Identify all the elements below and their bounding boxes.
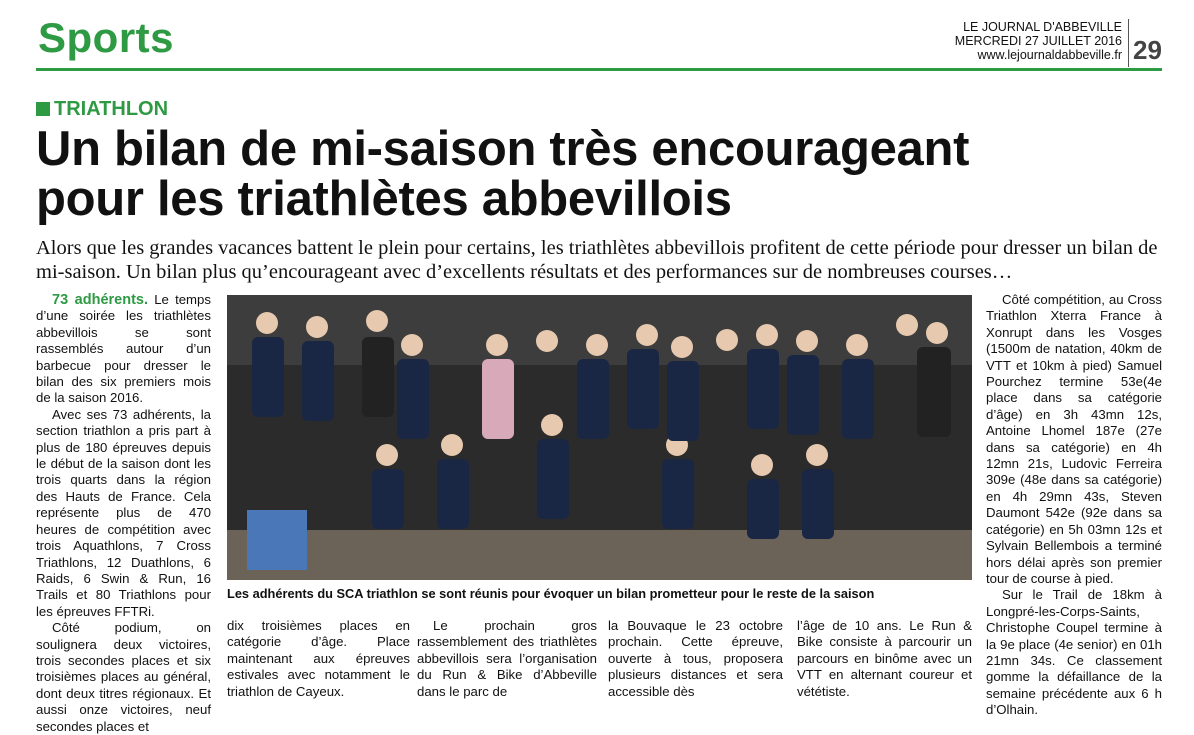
paragraph: Avec ses 73 adhérents, la section triathlon a pris part à plus de 180 épreuves depuis le début de la saison dont les trois quarts dans la région des Hauts de France. Cela représente plus de 470 heures de compétition avec trois Aquathlons, 7 Cross Triathlons, 12 Duathlons, 6 Raids, 6 Swin & Run, 16 Trails et 80 Triathlons pour les épreuves FFTRi. [36, 406, 211, 619]
article-headline [36, 124, 1156, 224]
article-kicker [36, 98, 168, 121]
column-6 [986, 292, 1162, 719]
header-rule [36, 68, 1162, 71]
paragraph [36, 292, 211, 407]
paragraph: Côté podium, on soulignera deux victoires, trois secondes places et six troisièmes places au général, dont deux titres régionaux. Et aussi onze victoires, neuf secondes places et [36, 620, 211, 734]
paragraph: l’âge de 10 ans. Le Run & Bike consiste à parcourir un parcours en binôme avec un VTT en alternant coureur et vététiste. [797, 618, 972, 699]
website-link[interactable]: www.lejournaldabbeville.fr [977, 48, 1122, 62]
lead-in: 73 adhérents. [52, 292, 149, 308]
square-icon [36, 102, 50, 116]
masthead [955, 20, 1122, 62]
photo-illustration [227, 295, 972, 580]
article-lead: Alors que les grandes vacances battent le plein pour certains, les triathlètes abbevillois profitent de cette période pour dresser un bilan de mi-saison. Un bilan plus qu’encourageant avec d’excellents résultats et des performances sur de nombreuses courses… [36, 237, 1158, 283]
paragraph-text: Le temps d’une soirée les triathlètes abbevillois se sont rassemblés autour d’un barbecue pour dresser le bilan des six premiers mois de la saison 2016. [36, 292, 211, 406]
divider [1128, 19, 1129, 67]
photo-caption: Les adhérents du SCA triathlon se sont réunis pour évoquer un bilan prometteur pour le reste de la saison [227, 586, 875, 601]
paragraph: dix troisièmes places en catégorie d’âge. Place maintenant aux épreuves estivales avec notamment le triathlon de Cayeux. [227, 618, 410, 699]
column-3 [417, 618, 597, 700]
page-number: 29 [1133, 35, 1162, 65]
paragraph: Le prochain gros rassemblement des triathlètes abbevillois sera l’organisation du Run & Bike d’Abbeville dans le parc de [417, 618, 597, 699]
column-4 [608, 618, 783, 700]
paragraph: Sur le Trail de 18km à Longpré-les-Corps-Saints, Christophe Coupel termine à la 9e place (4e senior) en 01h 21mn 34s. Ce classement gomme la défaillance de la semaine précédente aux 6 h d’Olhain. [986, 587, 1162, 718]
headline-line-2: pour les triathlètes abbevillois [36, 172, 732, 226]
paragraph: Côté compétition, au Cross Triathlon Xterra France à Xonrupt dans les Vosges (1500m de natation, 40km de VTT et 10km à pied) Samuel Pourchez termine 53e(4e place dans sa catégorie d’âge) en 3h 43mn 12s, Antoine Lhomel 187e (27e dans sa catégorie) en 4h 12mn 21s, Ludovic Ferreira 309e (48e dans sa catégorie) en 4h 29mn 43s, Steven Daumont 542e (92e dans sa catégorie) en 5h 03mn 12s et Sylvain Bellembois a terminé hors délai après son premier tour de course à pied. [986, 292, 1162, 586]
publication-date: MERCREDI 27 JUILLET 2016 [954, 34, 1122, 48]
kicker-label: TRIATHLON [54, 98, 169, 120]
column-1 [36, 292, 211, 735]
group-photo [227, 295, 972, 580]
newspaper-name: LE JOURNAL D'ABBEVILLE [963, 20, 1122, 34]
column-2 [227, 618, 410, 700]
paragraph: la Bouvaque le 23 octobre prochain. Cette épreuve, ouverte à tous, proposera plusieurs distances et sera accessible dès [608, 618, 783, 699]
section-title: Sports [38, 14, 175, 61]
headline-line-1: Un bilan de mi-saison très encourageant [36, 122, 970, 176]
column-5 [797, 618, 972, 700]
